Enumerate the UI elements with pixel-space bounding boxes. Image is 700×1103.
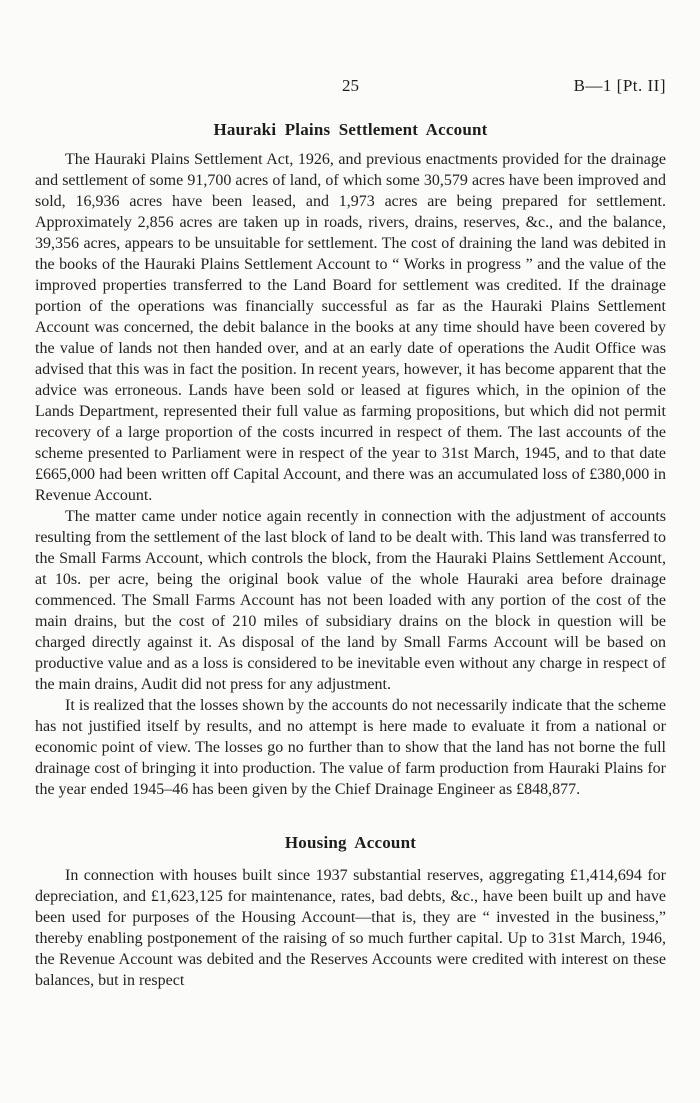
section-housing-account (35, 833, 666, 991)
page-number: 25 (342, 76, 359, 95)
housing-paragraph-1: In connection with houses built since 1937 substantial reserves, aggregating £1,414,694 for depreciation, and £1,623,125 for maintenance, rates, bad debts, &c., have been built up and have been used for purposes of the Housing Account—that is, they are “ invested in the business,” thereby enabling postponement of the raising of so much further capital. Up to 31st March, 1946, the Revenue Account was debited and the Reserves Accounts were credited with interest on these balances, but in respect (35, 867, 666, 989)
report-reference: B—1 [Pt. II] (573, 76, 666, 95)
section-hauraki-plains-settlement-account (35, 120, 666, 800)
page-header (35, 77, 666, 95)
hauraki-paragraph-1: The Hauraki Plains Settlement Act, 1926, and previous enactments provided for the drainage and settlement of some 91,700 acres of land, of which some 30,579 acres have been improved and sold, 16,936 acres have been leased, and 1,973 acres are being prepared for settlement. Approximately 2,856 acres are taken up in roads, rivers, drains, reserves, &c., and the balance, 39,356 acres, appears to be unsuitable for settlement. The cost of draining the land was debited in the books of the Hauraki Plains Settlement Account to “ Works in progress ” and the value of the improved properties transferred to the Land Board for settlement was credited. If the drainage portion of the operations was financially successful as far as the Hauraki Plains Settlement Account was concerned, the debit balance in the books at any time should have been covered by the value of lands not then handed over, and at an early date of operations the Audit Office was advised that this was in fact the position. In recent years, however, it has become apparent that the advice was erroneous. Lands have been sold or leased at figures which, in the opinion of the Lands Department, represented their full value as farming propositions, but which did not permit recovery of a large proportion of the costs incurred in respect of them. The last accounts of the scheme presented to Parliament were in respect of the year to 31st March, 1945, and to that date £665,000 had been written off Capital Account, and there was an accumulated loss of £380,000 in Revenue Account. (35, 151, 666, 504)
hauraki-paragraph-2: The matter came under notice again recently in connection with the adjustment of accounts resulting from the settlement of the last block of land to be dealt with. This land was transferred to the Small Farms Account, which controls the block, from the Hauraki Plains Settlement Account, at 10s. per acre, being the original book value of the whole Hauraki area before drainage commenced. The Small Farms Account has not been loaded with any portion of the cost of the main drains, but the cost of 210 miles of subsidiary drains on the block in question will be charged directly against it. As disposal of the land by Small Farms Account will be based on productive value and as a loss is considered to be inevitable even without any charge in respect of the main drains, Audit did not press for any adjustment. (35, 508, 666, 693)
section-title-hauraki-plains: Hauraki Plains Settlement Account (213, 120, 488, 139)
hauraki-paragraph-3: It is realized that the losses shown by the accounts do not necessarily indicate that the scheme has not justified itself by results, and no attempt is here made to evaluate it from a national or economic point of view. The losses go no further than to show that the land has not borne the full drainage cost of bringing it into production. The value of farm production from Hauraki Plains for the year ended 1945–46 has been given by the Chief Drainage Engineer as £848,877. (35, 697, 666, 798)
section-title-housing: Housing Account (284, 833, 417, 852)
